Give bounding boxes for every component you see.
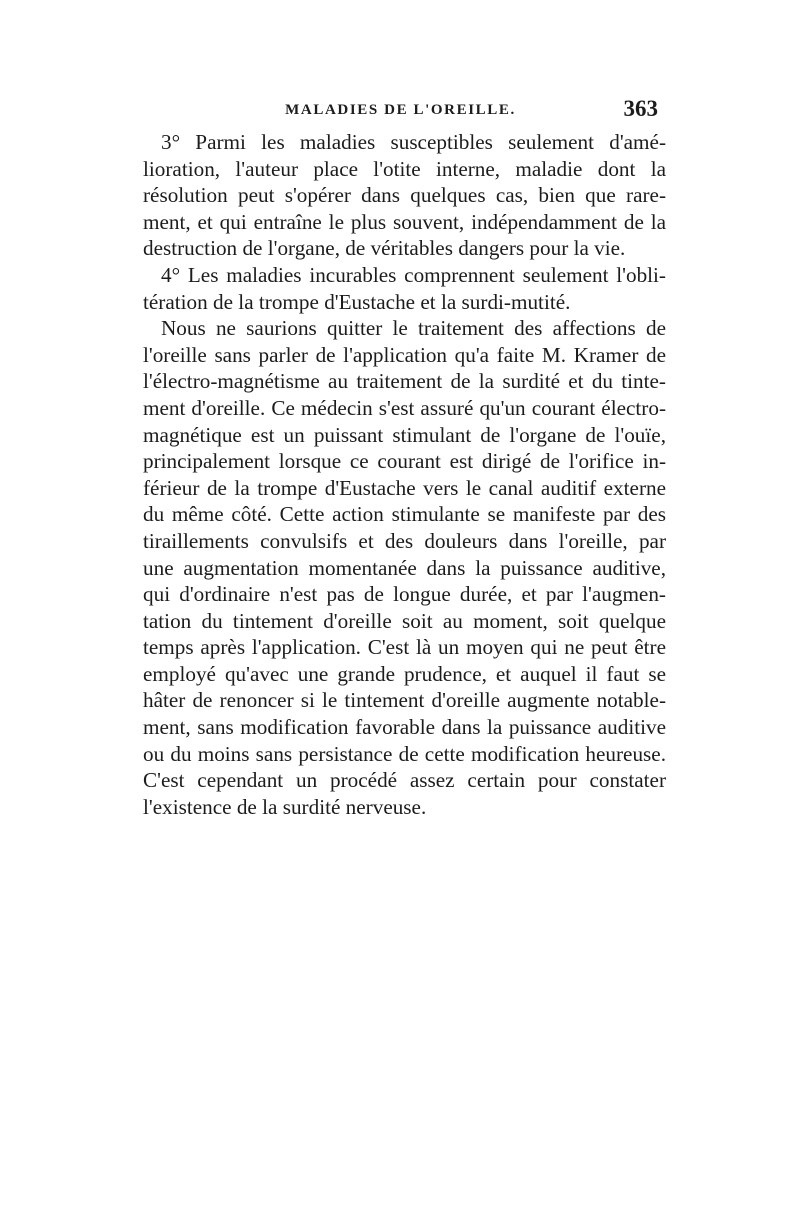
page-header bbox=[143, 96, 658, 130]
text-line: 4° Les maladies incurables comprennent seulement l'obli- bbox=[161, 262, 666, 287]
text-line: tiraillements convulsifs et des douleurs dans l'oreille, par bbox=[143, 528, 666, 553]
text-line: tation du tintement d'oreille soit au moment, soit quelque bbox=[143, 608, 666, 633]
text-line: l'électro-magnétisme au traitement de la surdité et du tinte- bbox=[143, 369, 666, 394]
text-line: tération de la trompe d'Eustache et la surdi-mutité. bbox=[143, 289, 571, 314]
text-line: férieur de la trompe d'Eustache vers le canal auditif externe bbox=[143, 475, 666, 500]
text-line: l'oreille sans parler de l'application qu'a faite M. Kramer de bbox=[143, 342, 666, 367]
running-head: MALADIES DE L'OREILLE. bbox=[285, 102, 516, 118]
text-line: résolution peut s'opérer dans quelques cas, bien que rare- bbox=[143, 183, 666, 208]
text-line: Nous ne saurions quitter le traitement des affections de bbox=[161, 316, 666, 341]
text-line: principalement lorsque ce courant est dirigé de l'orifice in- bbox=[143, 449, 666, 474]
text-line: lioration, l'auteur place l'otite interne, maladie dont la bbox=[143, 156, 666, 181]
text-line: destruction de l'organe, de véritables dangers pour la vie. bbox=[143, 236, 626, 261]
text-line: hâter de renoncer si le tintement d'oreille augmente notable- bbox=[143, 688, 666, 713]
body-text bbox=[143, 129, 666, 820]
text-line: l'existence de la surdité nerveuse. bbox=[143, 794, 427, 819]
text-line: 3° Parmi les maladies susceptibles seulement d'amé- bbox=[161, 130, 666, 154]
text-line: ment d'oreille. Ce médecin s'est assuré qu'un courant électro- bbox=[143, 395, 666, 420]
page-number: 363 bbox=[623, 96, 658, 121]
text-line: temps après l'application. C'est là un moyen qui ne peut être bbox=[143, 635, 666, 660]
text-line: ment, sans modification favorable dans la puissance auditive bbox=[143, 715, 666, 740]
text-line: une augmentation momentanée dans la puissance auditive, bbox=[143, 555, 666, 580]
text-line: magnétique est un puissant stimulant de l'organe de l'ouïe, bbox=[143, 422, 666, 447]
text-line: ment, et qui entraîne le plus souvent, indépendamment de la bbox=[143, 209, 666, 234]
text-line: du même côté. Cette action stimulante se manifeste par des bbox=[143, 502, 666, 527]
text-line: qui d'ordinaire n'est pas de longue durée, et par l'augmen- bbox=[143, 582, 666, 607]
text-line: ou du moins sans persistance de cette modification heureuse. bbox=[143, 741, 666, 766]
text-line: employé qu'avec une grande prudence, et auquel il faut se bbox=[143, 661, 666, 686]
text-line: C'est cependant un procédé assez certain pour constater bbox=[143, 768, 666, 793]
